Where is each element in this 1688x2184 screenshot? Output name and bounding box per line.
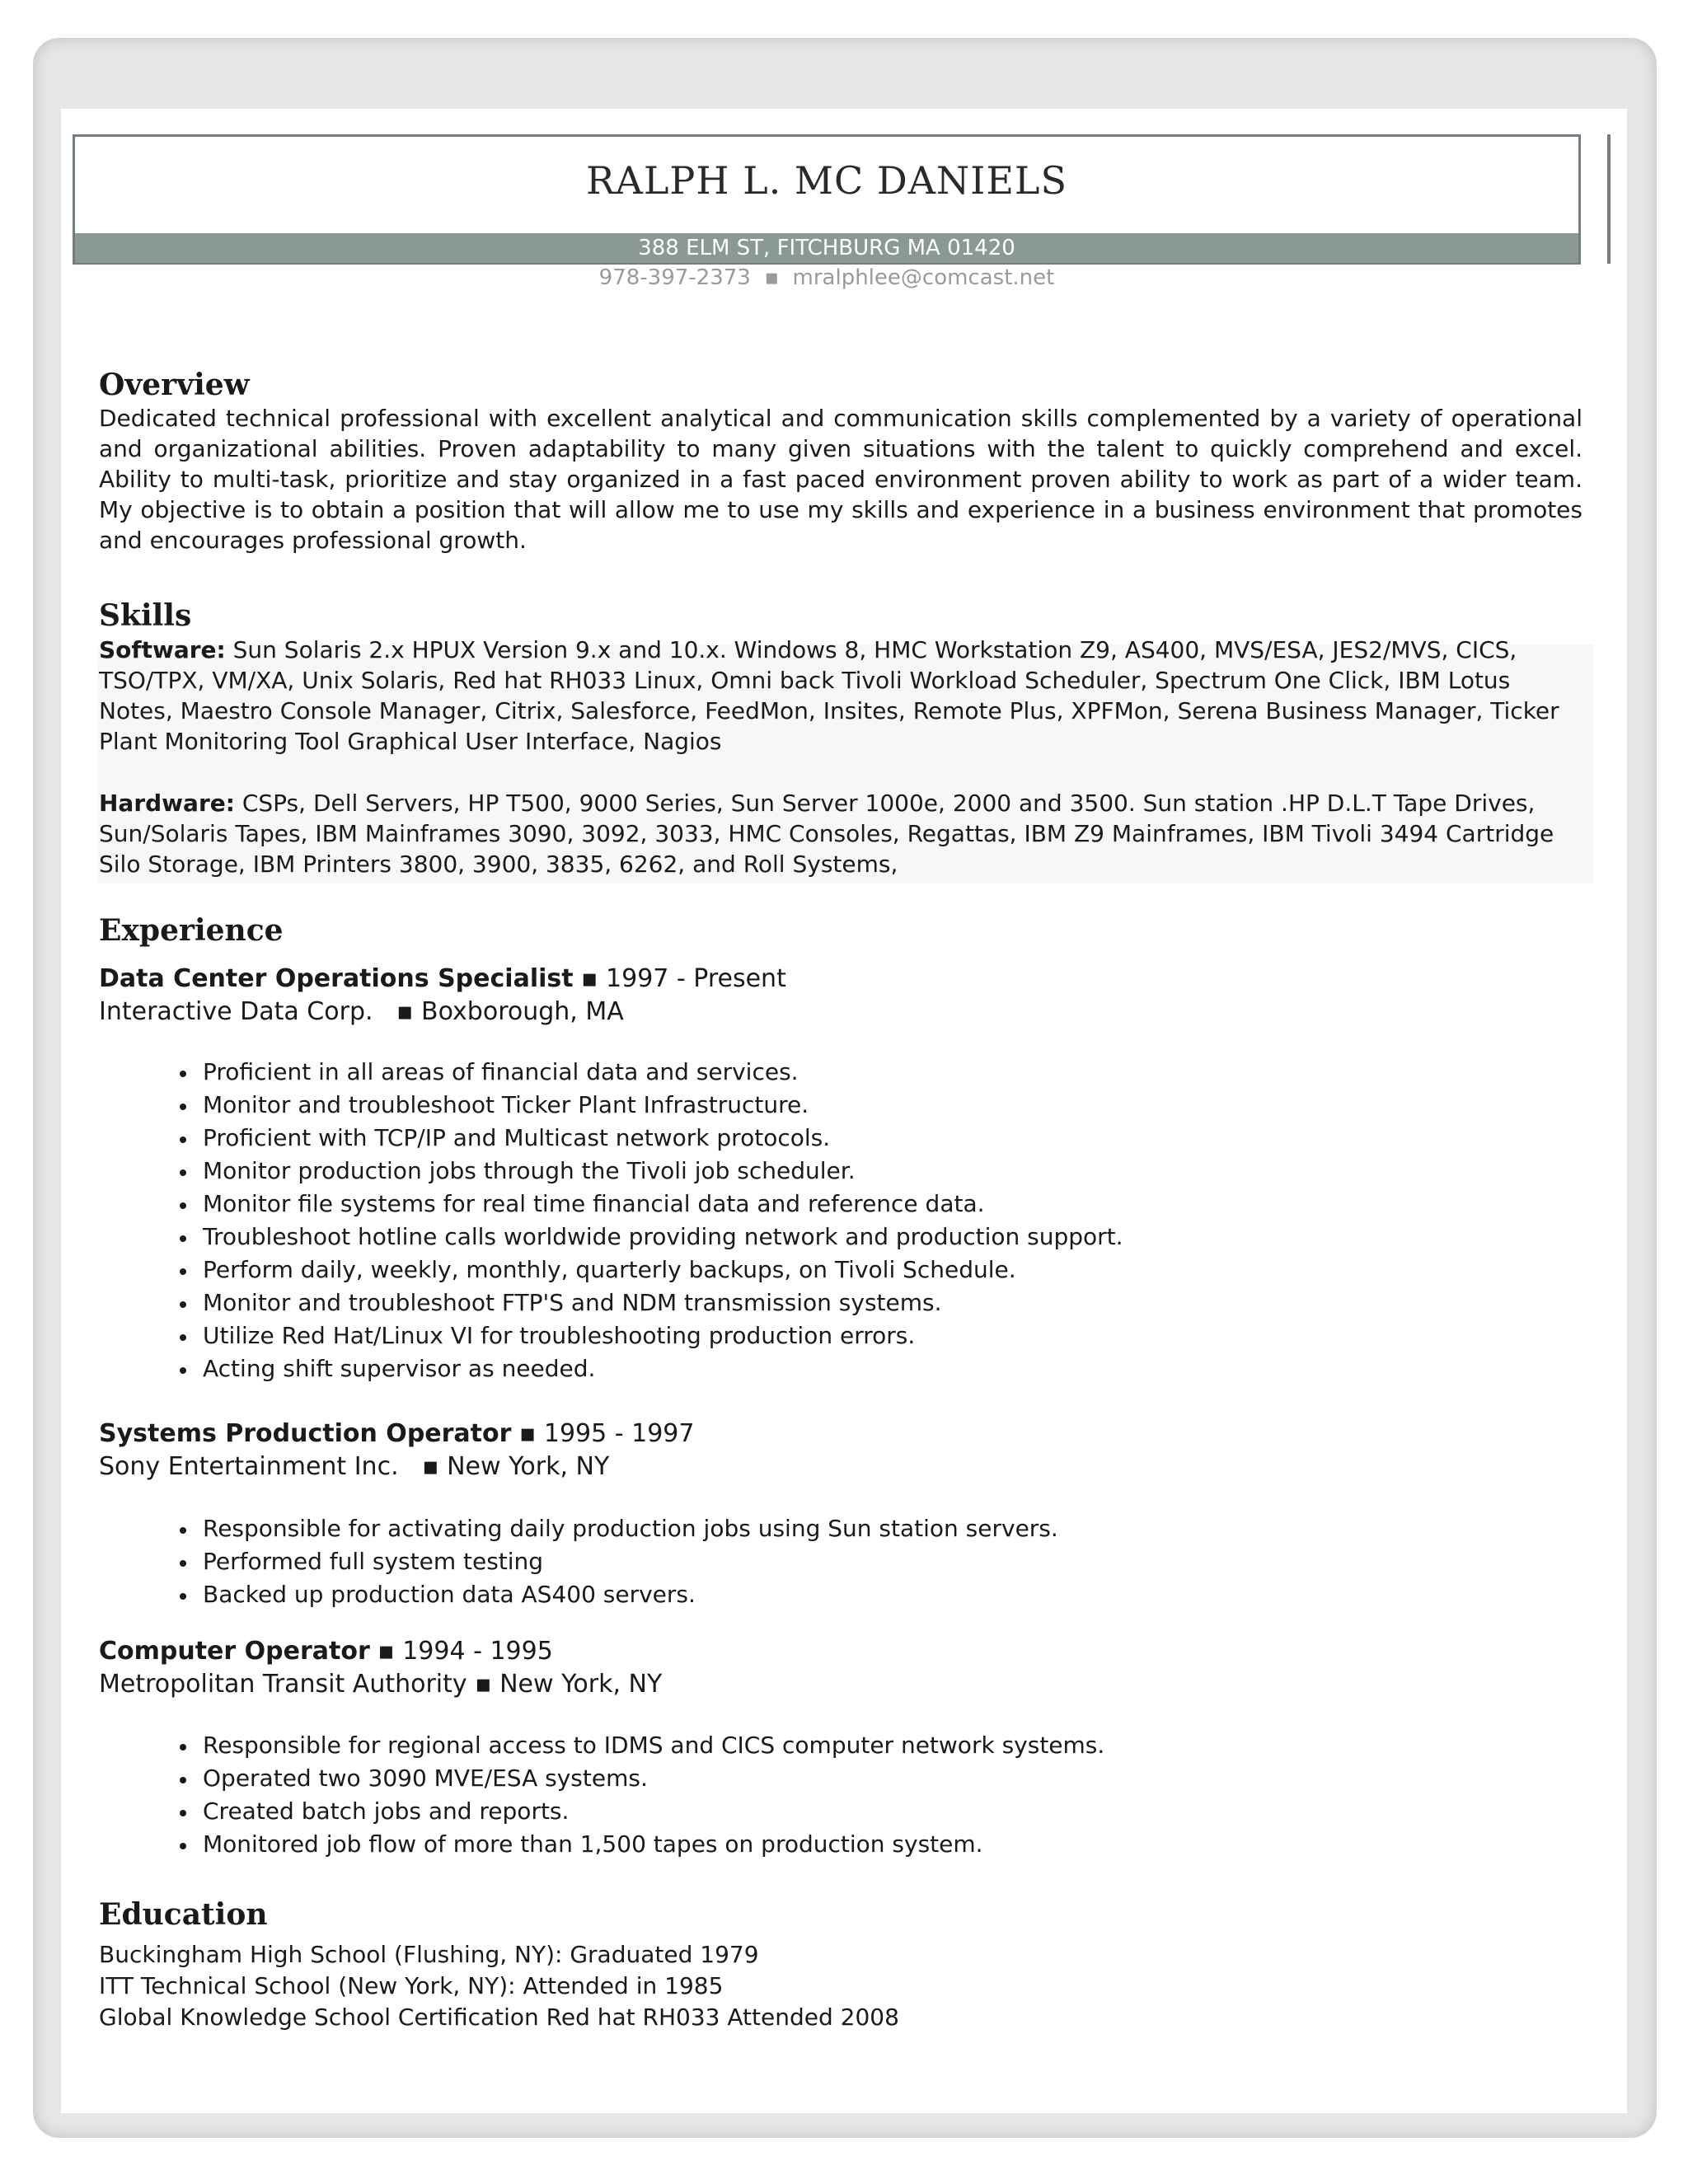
phone-number: 978-397-2373 xyxy=(598,265,751,290)
header-accent-rule xyxy=(1607,134,1611,264)
contact-line xyxy=(73,265,1581,290)
job-2-company: Sony Entertainment Inc. xyxy=(99,1452,399,1481)
hardware-label: Hardware: xyxy=(99,790,235,817)
list-item: • Responsible for regional access to IDMS and CICS computer network systems. xyxy=(198,1729,1104,1762)
job-3-org-separator: ▪ xyxy=(475,1670,492,1699)
list-item: • Monitor and troubleshoot Ticker Plant Infrastructure. xyxy=(198,1089,1123,1122)
job-1-organization xyxy=(99,997,624,1026)
education-heading: Education xyxy=(99,1897,268,1932)
job-1-location: Boxborough, MA xyxy=(421,997,624,1026)
education-line: ITT Technical School (New York, NY): Attended in 1985 xyxy=(99,1972,724,1999)
software-list: Sun Solaris 2.x HPUX Version 9.x and 10.x. Windows 8, HMC Workstation Z9, AS400, MVS/ESA, JES2/MVS, CICS, TSO/TPX, VM/XA, Unix Solaris, Red hat RH033 Linux, Omni back Tivoli Workload Scheduler, Spectrum One Click, IBM Lotus Notes, Maestro Console Manager, Citrix, Salesforce, FeedMon, Insites, Remote Plus, XPFMon, Serena Business Manager, Ticker Plant Monitoring Tool Graphical User Interface, Nagios xyxy=(99,636,1559,755)
job-2-role: Systems Production Operator xyxy=(99,1419,512,1448)
list-item: • Troubleshoot hotline calls worldwide providing network and production support. xyxy=(198,1221,1123,1254)
overview-text: Dedicated technical professional with excellent analytical and communication skills complemented by a variety of operational and organizational abilities. Proven adaptability to many given situations with the talent to quickly comprehend and excel. Ability to multi-task, prioritize and stay organized in a fast paced environment proven ability to work as part of a wider team. My objective is to obtain a position that will allow me to use my skills and experience in a business environment that promotes and encourages professional growth. xyxy=(99,405,1582,554)
list-item: • Responsible for activating daily production jobs using Sun station servers. xyxy=(198,1512,1058,1545)
list-item: • Utilize Red Hat/Linux VI for troubleshooting production errors. xyxy=(198,1319,1123,1352)
hardware-list: CSPs, Dell Servers, HP T500, 9000 Series, Sun Server 1000e, 2000 and 3500. Sun station .HP D.L.T Tape Drives, Sun/Solaris Tapes, IBM Mainframes 3090, 3092, 3033, HMC Consoles, Regattas, IBM Z9 Mainframes, IBM Tivoli 3494 Cartridge Silo Storage, IBM Printers 3800, 3900, 3835, 6262, and Roll Systems, xyxy=(99,790,1554,878)
address-bar: 388 ELM ST, FITCHBURG MA 01420 xyxy=(75,233,1578,263)
job-2-organization xyxy=(99,1452,609,1481)
job-3-organization xyxy=(99,1670,662,1699)
job-3-location: New York, NY xyxy=(499,1670,663,1699)
list-item: • Monitor file systems for real time financial data and reference data. xyxy=(198,1188,1123,1221)
job-1-dates: 1997 - Present xyxy=(606,964,786,993)
list-item: • Monitor production jobs through the Tivoli job scheduler. xyxy=(198,1155,1123,1188)
job-3-dates: 1994 - 1995 xyxy=(402,1637,553,1666)
job-3-header xyxy=(99,1636,553,1667)
job-2-separator: ▪ xyxy=(518,1419,537,1448)
job-3-separator: ▪ xyxy=(377,1637,395,1666)
job-1-duties xyxy=(157,1056,1123,1385)
education-line: Global Knowledge School Certification Red hat RH033 Attended 2008 xyxy=(99,2004,899,2031)
list-item: • Monitor and troubleshoot FTP'S and NDM transmission systems. xyxy=(198,1286,1123,1319)
job-2-dates: 1995 - 1997 xyxy=(543,1419,695,1448)
list-item: • Proficient with TCP/IP and Multicast network protocols. xyxy=(198,1122,1123,1155)
list-item: • Operated two 3090 MVE/ESA systems. xyxy=(198,1762,1104,1795)
job-1-header xyxy=(99,963,786,995)
job-3-duties xyxy=(157,1729,1104,1861)
email-address: mralphlee@comcast.net xyxy=(792,265,1055,290)
job-2-header xyxy=(99,1418,694,1450)
job-1-role: Data Center Operations Specialist xyxy=(99,964,574,993)
list-item: • Created batch jobs and reports. xyxy=(198,1795,1104,1828)
job-1-separator: ▪ xyxy=(581,964,598,993)
software-skills xyxy=(99,635,1582,757)
overview-heading: Overview xyxy=(99,368,250,402)
experience-heading: Experience xyxy=(99,913,284,948)
job-3-company: Metropolitan Transit Authority xyxy=(99,1670,467,1699)
job-2-org-separator: ▪ xyxy=(422,1452,439,1481)
job-1-company: Interactive Data Corp. xyxy=(99,997,373,1026)
list-item: • Monitored job flow of more than 1,500 tapes on production system. xyxy=(198,1828,1104,1861)
list-item: • Perform daily, weekly, monthly, quarterly backups, on Tivoli Schedule. xyxy=(198,1254,1123,1286)
job-1-org-separator: ▪ xyxy=(396,997,414,1026)
list-item: • Performed full system testing xyxy=(198,1545,1058,1578)
contact-separator: ▪ xyxy=(764,265,779,290)
skills-heading: Skills xyxy=(99,598,192,633)
job-2-duties xyxy=(157,1512,1058,1611)
job-3-role: Computer Operator xyxy=(99,1637,370,1666)
job-2-location: New York, NY xyxy=(447,1452,610,1481)
list-item: • Backed up production data AS400 servers. xyxy=(198,1578,1058,1611)
list-item: • Proficient in all areas of financial data and services. xyxy=(198,1056,1123,1089)
software-label: Software: xyxy=(99,636,226,663)
resume-name: RALPH L. MC DANIELS xyxy=(586,158,1067,203)
list-item: • Acting shift supervisor as needed. xyxy=(198,1352,1123,1385)
hardware-skills xyxy=(99,788,1582,879)
education-line: Buckingham High School (Flushing, NY): Graduated 1979 xyxy=(99,1941,759,1968)
